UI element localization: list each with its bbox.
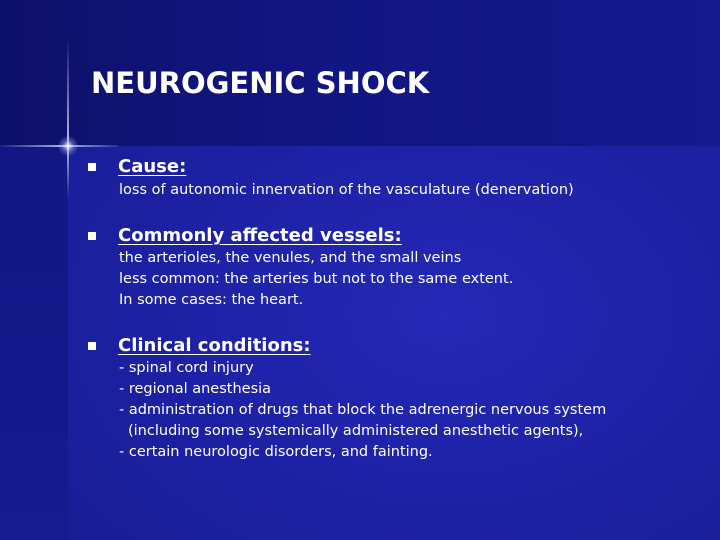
square-bullet-icon [88,232,96,240]
body-line: - spinal cord injury [119,360,254,376]
section-body-clinical [119,358,606,463]
section-heading-cause: Cause: [118,156,187,177]
section-heading-clinical: Clinical conditions: [118,335,311,356]
sparkle-glow [58,136,78,156]
body-line: - certain neurologic disorders, and fainting. [119,444,433,460]
section-body-vessels [119,248,513,311]
sparkle-cross-vertical [67,38,69,198]
body-line: - administration of drugs that block the adrenergic nervous system [119,402,607,418]
square-bullet-icon [88,163,96,171]
body-line: less common: the arteries but not to the same extent. [119,271,514,287]
body-line: (including some systemically administered anesthetic agents), [128,423,584,439]
body-line: the arterioles, the venules, and the small veins [119,250,462,266]
section-body-cause [119,180,574,201]
section-heading-vessels: Commonly affected vessels: [118,225,402,246]
left-band [0,146,68,540]
body-line: In some cases: the heart. [119,292,304,308]
square-bullet-icon [88,342,96,350]
body-line: - regional anesthesia [119,381,272,397]
body-line: loss of autonomic innervation of the vasculature (denervation) [119,182,574,198]
slide-title: NEUROGENIC SHOCK [91,66,430,100]
